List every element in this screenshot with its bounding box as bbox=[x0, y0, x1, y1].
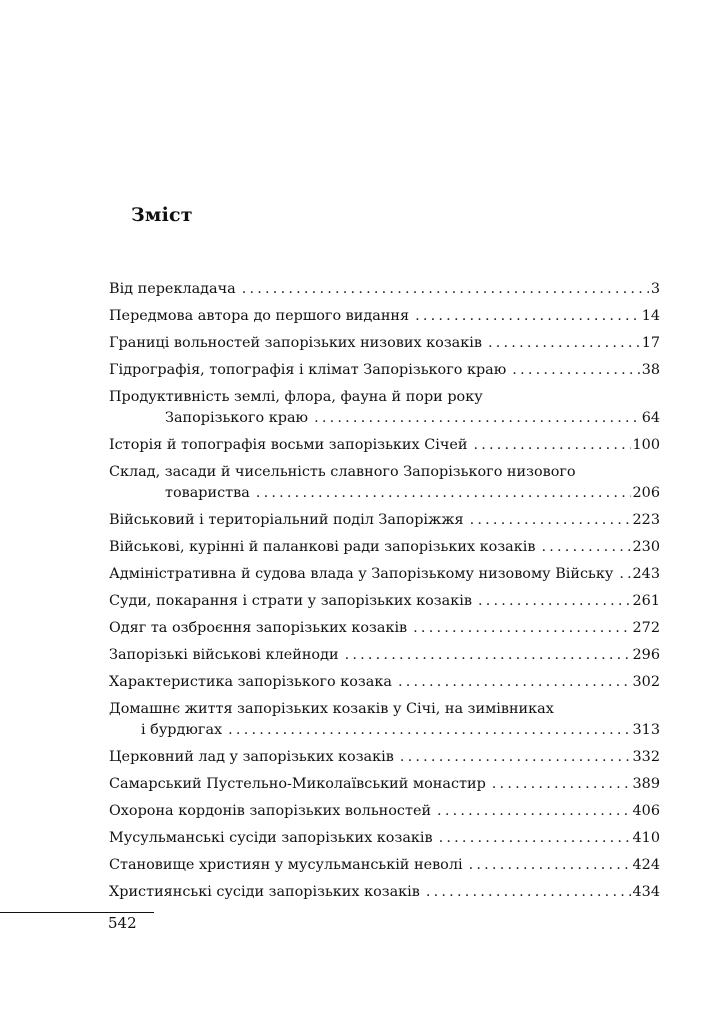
toc-entry-title: Мусульманські сусіди запорізьких козаків bbox=[109, 830, 433, 846]
toc-dot-leader bbox=[470, 510, 631, 531]
toc-page-number: 206 bbox=[632, 485, 660, 501]
toc-entry-title: Самарський Пустельно-Миколаївський монастир bbox=[109, 776, 486, 792]
toc-entry bbox=[109, 774, 660, 795]
toc-page-number: 332 bbox=[632, 749, 660, 765]
toc-entry-title: і бурдюгах bbox=[141, 722, 223, 738]
page-title: Зміст bbox=[131, 204, 193, 226]
toc-entry bbox=[109, 591, 660, 612]
toc-entry bbox=[109, 279, 660, 300]
toc-entry-title: Продуктивність землі, флора, фауна й пори року bbox=[109, 389, 483, 405]
toc-dot-leader bbox=[492, 774, 631, 795]
toc-entry-title: Становище християн у мусульманській неволі bbox=[109, 857, 463, 873]
toc-page-number: 100 bbox=[632, 437, 660, 453]
toc-dot-leader bbox=[439, 828, 631, 849]
toc-dot-leader bbox=[415, 306, 640, 327]
toc-dot-leader bbox=[426, 882, 631, 903]
toc-entry-title: Запорізького краю bbox=[165, 410, 309, 426]
toc-page-number: 17 bbox=[641, 335, 660, 351]
toc-dot-leader bbox=[398, 672, 631, 693]
toc-entry-title: Охорона кордонів запорізьких вольностей bbox=[109, 803, 432, 819]
toc-entry bbox=[109, 462, 660, 504]
toc-entry bbox=[109, 333, 660, 354]
toc-entry bbox=[109, 699, 660, 741]
toc-dot-leader bbox=[413, 618, 630, 639]
toc-entry-title: товариства bbox=[165, 485, 250, 501]
toc-dot-leader bbox=[314, 408, 640, 429]
toc-entry-title: Адміністративна й судова влада у Запорізькому низовому Війську bbox=[109, 566, 614, 582]
toc-dot-leader bbox=[541, 537, 630, 558]
toc-dot-leader bbox=[228, 720, 630, 741]
toc-entry bbox=[109, 828, 660, 849]
toc-page-number: 230 bbox=[632, 539, 660, 555]
toc-entry-title: Військові, курінні й паланкові ради запорізьких козаків bbox=[109, 539, 536, 555]
toc-entry-title: Передмова автора до першого видання bbox=[109, 308, 410, 324]
toc-dot-leader bbox=[437, 801, 630, 822]
toc-page-number: 296 bbox=[632, 647, 660, 663]
toc-entry-title: Домашнє життя запорізьких козаків у Січі, на зимівниках bbox=[109, 701, 554, 717]
toc-dot-leader bbox=[345, 645, 631, 666]
toc-entry-title: Гідрографія, топографія і клімат Запорізького краю bbox=[109, 362, 507, 378]
toc-page-number: 38 bbox=[641, 362, 660, 378]
page-number: 542 bbox=[108, 914, 137, 932]
toc-page-number: 434 bbox=[632, 884, 660, 900]
toc-page-number: 302 bbox=[632, 674, 660, 690]
toc-page-number: 3 bbox=[650, 281, 660, 297]
toc-entry bbox=[109, 645, 660, 666]
toc-entry-title: Християнські сусіди запорізьких козаків bbox=[109, 884, 420, 900]
toc-entry bbox=[109, 537, 660, 558]
toc-page-number: 261 bbox=[632, 593, 660, 609]
toc-page-number: 424 bbox=[632, 857, 660, 873]
toc-entry bbox=[109, 387, 660, 429]
toc-page-number: 64 bbox=[641, 410, 660, 426]
toc-entry bbox=[109, 510, 660, 531]
toc-dot-leader bbox=[469, 855, 631, 876]
toc-entry-title: Історія й топографія восьми запорізьких Січей bbox=[109, 437, 468, 453]
toc-entry bbox=[109, 618, 660, 639]
toc-dot-leader bbox=[478, 591, 631, 612]
toc-entry bbox=[109, 747, 660, 768]
toc-dot-leader bbox=[256, 483, 631, 504]
toc-page-number: 14 bbox=[641, 308, 660, 324]
toc-entry bbox=[109, 801, 660, 822]
toc-page-number: 272 bbox=[632, 620, 660, 636]
toc-page-number: 313 bbox=[632, 722, 660, 738]
toc-dot-leader bbox=[488, 333, 640, 354]
toc-page-number: 223 bbox=[632, 512, 660, 528]
toc-entry-title: Від перекладача bbox=[109, 281, 236, 297]
toc-entry-title: Церковний лад у запорізьких козаків bbox=[109, 749, 394, 765]
toc-page-number: 406 bbox=[632, 803, 660, 819]
toc-entry bbox=[109, 855, 660, 876]
toc-dot-leader bbox=[473, 435, 630, 456]
toc-entry bbox=[109, 435, 660, 456]
toc-entry-title: Границі вольностей запорізьких низових козаків bbox=[109, 335, 482, 351]
toc-page-number: 410 bbox=[632, 830, 660, 846]
toc-dot-leader bbox=[242, 279, 649, 300]
toc-entry bbox=[109, 360, 660, 381]
toc-entry-title: Одяг та озброєння запорізьких козаків bbox=[109, 620, 408, 636]
toc-dot-leader bbox=[619, 564, 630, 585]
toc-entry bbox=[109, 672, 660, 693]
table-of-contents bbox=[109, 279, 660, 909]
toc-page-number: 389 bbox=[632, 776, 660, 792]
toc-entry bbox=[109, 306, 660, 327]
toc-dot-leader bbox=[400, 747, 631, 768]
toc-entry bbox=[109, 564, 660, 585]
toc-entry-title: Військовий і територіальний поділ Запоріжжя bbox=[109, 512, 464, 528]
toc-entry-title: Суди, покарання і страти у запорізьких козаків bbox=[109, 593, 472, 609]
footer-rule bbox=[0, 912, 154, 913]
toc-dot-leader bbox=[512, 360, 639, 381]
toc-page-number: 243 bbox=[632, 566, 660, 582]
toc-entry-title: Запорізькі військові клейноди bbox=[109, 647, 339, 663]
toc-entry bbox=[109, 882, 660, 903]
toc-entry-title: Склад, засади й чисельність славного Запорізького низового bbox=[109, 464, 576, 480]
toc-entry-title: Характеристика запорізького козака bbox=[109, 674, 392, 690]
